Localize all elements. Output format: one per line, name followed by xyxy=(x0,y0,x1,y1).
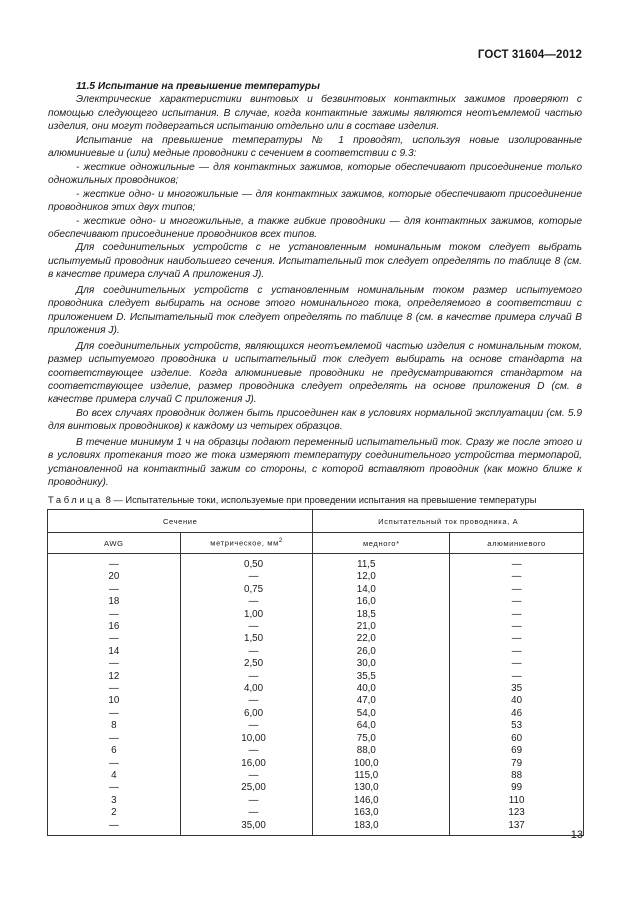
cell-aluminum: — xyxy=(450,554,584,572)
header-metric-sup: 2 xyxy=(278,538,283,545)
cell-awg: — xyxy=(48,658,181,670)
cell-metric: — xyxy=(180,621,313,633)
cell-awg: 2 xyxy=(48,807,181,819)
cell-copper: 146,0 xyxy=(313,795,450,807)
paragraph: Для соединительных устройств, являющихся неотъемлемой частью изделия с номинальным током, размер испытуемого проводника и испытательный ток следует выбирать на основе стандарта на соответствующее изделие. Когда алюминиевые проводники не предусматриваются стандартом на соответствующее изделие, размер проводника следует определять на основе приложения D (см. в качестве примера случай С приложения J). xyxy=(48,340,582,406)
cell-aluminum: — xyxy=(450,658,584,670)
cell-copper: 16,0 xyxy=(313,596,450,608)
cell-copper: 64,0 xyxy=(313,720,450,732)
cell-copper: 21,0 xyxy=(313,621,450,633)
table-caption xyxy=(48,494,588,505)
cell-awg: 4 xyxy=(48,770,181,782)
cell-metric: 10,00 xyxy=(180,733,313,745)
table-row xyxy=(48,720,584,732)
cell-aluminum: 123 xyxy=(450,807,584,819)
cell-metric: — xyxy=(180,646,313,658)
table-row xyxy=(48,708,584,720)
test-current-table xyxy=(47,509,584,836)
table-row xyxy=(48,554,584,572)
cell-copper: 100,0 xyxy=(313,758,450,770)
paragraph: В течение минимум 1 ч на образцы подают переменный испытательный ток. Сразу же после этого и в условиях протекания того же тока измеряют температуру соединительного устройства термопарой, установленной на контактный зажим со стороны, с которой вставляют проводник (как можно ближе к проводнику). xyxy=(48,436,582,489)
paragraph: Для соединительных устройств с не установленным номинальным током следует выбрать испытуемый проводник наибольшего сечения. Испытательный ток следует определять по таблице 8 (см. в качестве примера случай А приложения J). xyxy=(48,242,582,281)
cell-awg: 10 xyxy=(48,695,181,707)
header-copper: медного* xyxy=(313,533,450,554)
cell-aluminum: 79 xyxy=(450,758,584,770)
cell-aluminum: 88 xyxy=(450,770,584,782)
cell-awg: — xyxy=(48,820,181,836)
cell-awg: 14 xyxy=(48,646,181,658)
cell-aluminum: 35 xyxy=(450,683,584,695)
cell-awg: — xyxy=(48,609,181,621)
cell-metric: 1,50 xyxy=(180,633,313,645)
table-row xyxy=(48,658,584,670)
cell-aluminum: 99 xyxy=(450,782,584,794)
table-row xyxy=(48,795,584,807)
table-row xyxy=(48,807,584,819)
cell-metric: — xyxy=(180,770,313,782)
paragraph: Во всех случаях проводник должен быть присоединен как в условиях нормальной эксплуатации (см. 5.9 для винтовых проводников) к каждому из четырех образцов. xyxy=(48,407,582,433)
header-awg: AWG xyxy=(48,533,181,554)
cell-copper: 22,0 xyxy=(313,633,450,645)
standard-designation: ГОСТ 31604—2012 xyxy=(477,49,582,61)
cell-awg: — xyxy=(48,758,181,770)
cell-metric: 2,50 xyxy=(180,658,313,670)
cell-copper: 115,0 xyxy=(313,770,450,782)
cell-copper: 11,5 xyxy=(313,554,450,572)
cell-awg: 16 xyxy=(48,621,181,633)
cell-aluminum: — xyxy=(450,596,584,608)
cell-aluminum: 110 xyxy=(450,795,584,807)
cell-metric: — xyxy=(180,807,313,819)
cell-aluminum: — xyxy=(450,633,584,645)
cell-copper: 88,0 xyxy=(313,745,450,757)
cell-copper: 14,0 xyxy=(313,584,450,596)
page-number: 13 xyxy=(570,829,583,841)
cell-aluminum: — xyxy=(450,609,584,621)
cell-awg: — xyxy=(48,708,181,720)
table-row xyxy=(48,609,584,621)
header-test-current: Испытательный ток проводника, А xyxy=(313,510,584,533)
cell-metric: 1,00 xyxy=(180,609,313,621)
cell-aluminum: 137 xyxy=(450,820,584,836)
cell-metric: — xyxy=(180,571,313,583)
table-row xyxy=(48,695,584,707)
table-caption-text: 8 — Испытательные токи, используемые при проведении испытания на превышение температуры xyxy=(105,494,537,505)
section-11-5 xyxy=(48,80,582,490)
cell-metric: 4,00 xyxy=(180,683,313,695)
table-caption-label: Таблица xyxy=(48,494,103,505)
table-row xyxy=(48,820,584,836)
table-row xyxy=(48,584,584,596)
cell-awg: 12 xyxy=(48,671,181,683)
header-metric-label: метрическое, мм xyxy=(210,538,279,548)
cell-awg: — xyxy=(48,733,181,745)
list-item: - жесткие одно- и многожильные — для контактных зажимов, которые обеспечивают присоединение проводников этих двух типов; xyxy=(48,188,582,214)
cell-awg: — xyxy=(48,683,181,695)
cell-aluminum: 69 xyxy=(450,745,584,757)
table-row xyxy=(48,571,584,583)
cell-metric: — xyxy=(180,745,313,757)
cell-metric: — xyxy=(180,795,313,807)
cell-copper: 54,0 xyxy=(313,708,450,720)
cell-awg: 18 xyxy=(48,596,181,608)
cell-metric: 25,00 xyxy=(180,782,313,794)
table-row xyxy=(48,770,584,782)
cell-copper: 130,0 xyxy=(313,782,450,794)
cell-aluminum: — xyxy=(450,571,584,583)
table-row xyxy=(48,733,584,745)
cell-aluminum: 40 xyxy=(450,695,584,707)
cell-metric: — xyxy=(180,671,313,683)
table-row xyxy=(48,683,584,695)
table-row xyxy=(48,745,584,757)
cell-awg: — xyxy=(48,554,181,572)
list-item: - жесткие одножильные — для контактных зажимов, которые обеспечивают присоединение только одножильных проводников; xyxy=(48,161,582,187)
cell-awg: — xyxy=(48,633,181,645)
cell-metric: 6,00 xyxy=(180,708,313,720)
cell-metric: — xyxy=(180,720,313,732)
paragraph: Электрические характеристики винтовых и безвинтовых контактных зажимов проверяют с помощью следующего испытания. В случае, когда контактные зажимы являются неотъемлемой частью изделия, они могут подвергаться испытанию отдельно или в составе изделия. xyxy=(48,94,582,133)
header-aluminum: алюминиевого xyxy=(450,533,584,554)
cell-awg: 20 xyxy=(48,571,181,583)
cell-copper: 35,5 xyxy=(313,671,450,683)
cell-metric: — xyxy=(180,695,313,707)
cell-awg: 3 xyxy=(48,795,181,807)
section-heading: 11.5 Испытание на превышение температуры xyxy=(76,81,320,92)
cell-aluminum: 53 xyxy=(450,720,584,732)
paragraph: Для соединительных устройств с установленным номинальным током размер испытуемого проводника следует выбирать на основе этого номинального тока, определяемого в соответствии с приложением D. Испытательный ток следует определять по таблице 8 (см. в качестве примера случай В приложения J). xyxy=(48,284,582,337)
cell-aluminum: 46 xyxy=(450,708,584,720)
cell-copper: 75,0 xyxy=(313,733,450,745)
cell-metric: 0,75 xyxy=(180,584,313,596)
table-row xyxy=(48,633,584,645)
cell-awg: — xyxy=(48,782,181,794)
table-row xyxy=(48,782,584,794)
paragraph: Испытание на превышение температуры № 1 проводят, используя новые изолированные алюминиевые и (или) медные проводники с сечением в соответствии с 9.3: xyxy=(48,134,582,160)
header-metric xyxy=(180,533,313,554)
cell-copper: 18,5 xyxy=(313,609,450,621)
table-row xyxy=(48,758,584,770)
cell-copper: 40,0 xyxy=(313,683,450,695)
header-section: Сечение xyxy=(48,510,313,533)
table-row xyxy=(48,621,584,633)
cell-metric: 16,00 xyxy=(180,758,313,770)
cell-aluminum: — xyxy=(450,584,584,596)
table-row xyxy=(48,671,584,683)
table-row xyxy=(48,596,584,608)
cell-copper: 30,0 xyxy=(313,658,450,670)
cell-metric: — xyxy=(180,596,313,608)
cell-aluminum: — xyxy=(450,621,584,633)
cell-copper: 183,0 xyxy=(313,820,450,836)
cell-metric: 0,50 xyxy=(180,554,313,572)
cell-awg: — xyxy=(48,584,181,596)
table-row xyxy=(48,646,584,658)
cell-copper: 26,0 xyxy=(313,646,450,658)
list-item: - жесткие одно- и многожильные, а также гибкие проводники — для контактных зажимов, которые обеспечивают присоединение проводников всех типов. xyxy=(48,215,582,240)
cell-aluminum: — xyxy=(450,671,584,683)
cell-copper: 163,0 xyxy=(313,807,450,819)
cell-aluminum: 60 xyxy=(450,733,584,745)
cell-awg: 6 xyxy=(48,745,181,757)
cell-copper: 12,0 xyxy=(313,571,450,583)
cell-copper: 47,0 xyxy=(313,695,450,707)
cell-metric: 35,00 xyxy=(180,820,313,836)
cell-aluminum: — xyxy=(450,646,584,658)
cell-awg: 8 xyxy=(48,720,181,732)
